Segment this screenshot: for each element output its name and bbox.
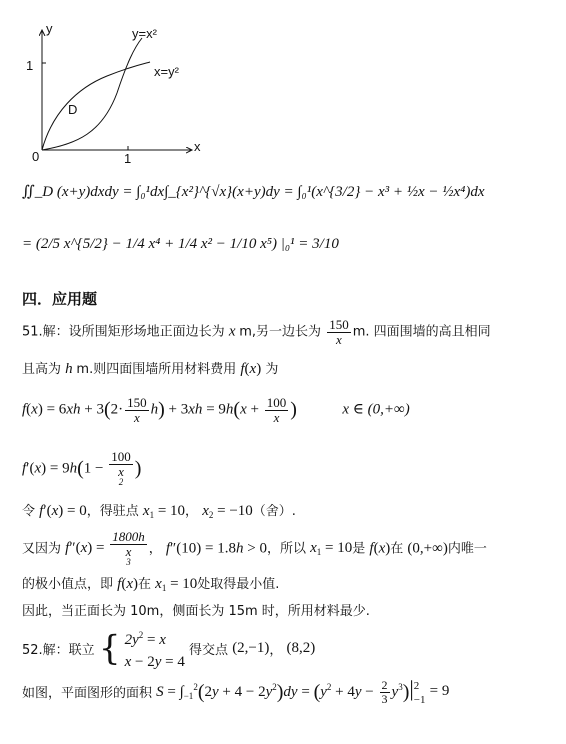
p52-line-area [22, 676, 449, 707]
p52-result: = 9 [429, 682, 450, 699]
p51-x2-eq-neg10: $x_2 = -10$ [202, 503, 253, 520]
p52-text-a: 52.解：联立 [22, 643, 95, 658]
calc-line-2-text: = (2/5 x^{5/2} − 1/4 x⁴ + 1/4 x² − 1/10 x⁵) |₀¹ = 3/10 [22, 236, 339, 252]
origin-label: 0 [32, 149, 40, 164]
region-figure [22, 18, 222, 168]
p51-fx-b: f(x) [369, 540, 391, 557]
p51-fx: f(x) [240, 361, 262, 377]
p52-point-2: (8,2) [286, 640, 316, 656]
p52-text-b: 得交点 [189, 643, 229, 658]
x-axis-label: x [194, 139, 201, 154]
p52-text-c: ， [269, 643, 283, 658]
calc-line-2 [22, 236, 339, 253]
p51-text-d2: ， [148, 541, 162, 557]
curve-y-eq-x-squared [42, 38, 142, 150]
p51-x1-eq-10b: $x_1 = 10$ [310, 540, 353, 558]
p51-line-2 [22, 358, 278, 378]
curve1-label: y=x² [132, 26, 157, 41]
p51-text-d3: ，所以 [266, 541, 306, 557]
p51-text-e2: 在 [138, 577, 152, 592]
p51-line-min [22, 573, 279, 593]
section-title: 四．应用题 [22, 290, 98, 308]
p52-point-1: (2,−1) [232, 640, 270, 656]
region-label: D [68, 102, 78, 117]
curve2-label: x=y² [154, 64, 179, 79]
p51-text-d5: 在 [390, 541, 404, 557]
p51-text-c4: （舍）. [252, 504, 296, 519]
p51-text-c2: ，得驻点 [86, 504, 139, 519]
p51-text-b3: 为 [265, 362, 279, 377]
p51-domain: x ∈ (0,+∞) [342, 401, 410, 418]
p51-fprime-eq-0: f′(x) = 0 [39, 503, 87, 519]
p51-var-x: x [228, 323, 240, 340]
p51-text-d4: 是 [352, 541, 366, 557]
p51-text-b: 且高为 [22, 362, 62, 377]
x-tick-label: 1 [124, 151, 132, 166]
p51-text-b2: m.则四面围墙所用材料费用 [76, 362, 237, 377]
p51-derivative: f′(x) = 9h(1 − 100 x 2 ) [22, 449, 142, 488]
p51-line-1 [22, 318, 491, 346]
system-brace: { [98, 628, 121, 669]
curve-x-eq-y-squared [42, 62, 150, 150]
p51-text-d6: 内唯一 [447, 541, 487, 557]
p51-text-c3: ， [185, 504, 199, 519]
p51-text-a: 51.解：设所围矩形场地正面边长为 [22, 324, 225, 340]
p51-text-e3: 处取得最小值. [197, 577, 280, 592]
y-axis-label: y [46, 21, 53, 36]
calc-line-1 [22, 182, 485, 201]
p51-line-second-derivative [22, 530, 487, 568]
p51-text-a3: m. 四面围墙的高且相同 [352, 324, 491, 340]
p51-text-d: 又因为 [22, 541, 62, 557]
p51-fx-c: f(x) [117, 576, 138, 592]
p51-line-stationary [22, 500, 296, 520]
p51-interval: (0,+∞) [407, 540, 448, 557]
p51-text-c: 令 [22, 504, 36, 519]
p51-x1-eq-10: $x_1 = 10$ [142, 503, 186, 520]
p52-area-formula: $S = \int_{-1}^2(2y + 4 - 2y^2)dy = (y^2 + 4y$ − $\frac{2}{3}$ $y^3)|2$ −1 [156, 676, 426, 707]
calc-line-1-text: ∬_D (x+y)dxdy = ∫₀¹dx∫_{x²}^{√x}(x+y)dy = ∫₀¹(x^{3/2} − x³ + ½x − ½x⁴)dx [22, 184, 485, 200]
p52-line-system [22, 624, 315, 673]
p52-system: $2y^2 = x$ x − 2y = 4 [124, 630, 185, 670]
p51-text-a2: m,另一边长为 [239, 324, 322, 340]
p52-text-d: 如图，平面图形的面积 [22, 685, 153, 701]
p51-frac-150-x: $\frac{150}{x}$ [329, 317, 349, 347]
p51-x1-eq-10c: $x_1 = 10$ [155, 576, 198, 593]
p51-text-e: 的极小值点，即 [22, 577, 114, 592]
y-tick-label: 1 [26, 58, 34, 73]
p51-cost-function: f(x) = 6xh + 3(2· $\frac{150}{x}$ h) + 3xh = 9h(x + $\frac{100}{x}$ ) x ∈ (0,+∞) [22, 395, 410, 425]
p51-f2-expr: f″(x) = 1800h x 3 [65, 529, 145, 568]
p51-var-h: h [65, 361, 77, 377]
p51-f2-at-10: f″(10) = 1.8h > 0 [165, 540, 267, 557]
p51-conclusion: 因此，当正面长为 10m，侧面长为 15m 时，所用材料最少. [22, 604, 370, 619]
